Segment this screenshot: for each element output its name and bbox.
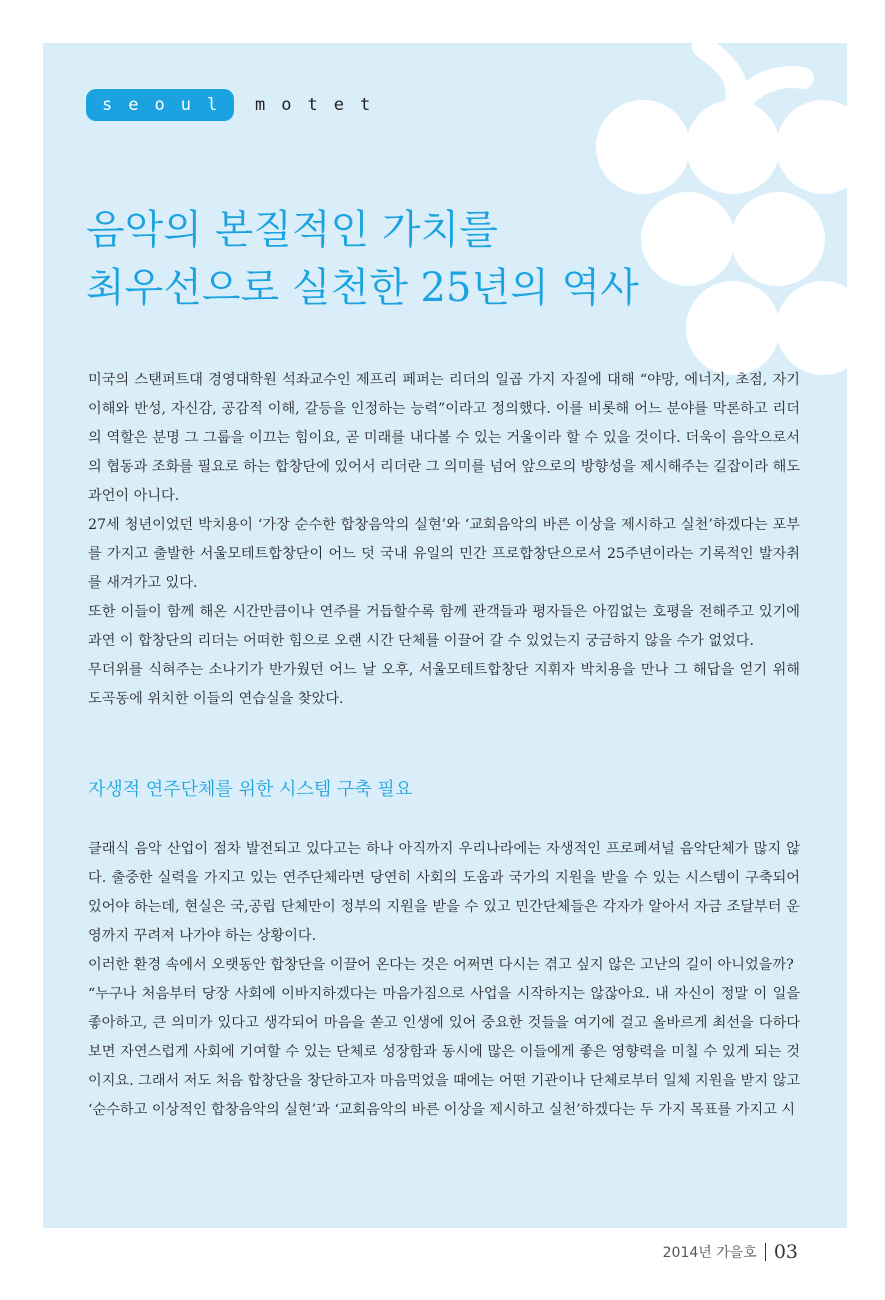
paragraph: “누구나 처음부터 당장 사회에 이바지하겠다는 마음가짐으로 사업을 시작하지는 않잖아요. 내 자신이 정말 이 일을 좋아하고, 큰 의미가 있다고 생각되어 마음을 쏟고 인생에 있어 중요한 것들을 여기에 걸고 올바르게 최선을 다하다 보면 자연스럽게 사회에 기여할 수 있는 단체로 성장함과 동시에 많은 이들에게 좋은 영향력을 미칠 수 있게 되는 것이지요. 그래서 저도 처음 합창단을 창단하고자 마음먹었을 때에는 어떤 기관이나 단체로부터 일체 지원을 받지 않고 ‘순수하고 이상적인 합창음악의 실현’과 ‘교회음악의 바른 이상을 제시하고 실천’하겠다는 두 가지 목표를 가지고 시 — [88, 986, 800, 1118]
page-footer — [663, 1238, 798, 1266]
section-tag-secondary: motet — [255, 95, 387, 115]
intro-text — [88, 366, 800, 714]
body-text — [88, 835, 800, 1125]
paragraph: 또한 이들이 함께 해온 시간만큼이나 연주를 거듭할수록 함께 관객들과 평자들은 아낌없는 호평을 전해주고 있기에 과연 이 합창단의 리더는 어떠한 힘으로 오랜 시간 단체를 이끌어 갈 수 있었는지 궁금하지 않을 수가 없었다. — [88, 604, 800, 649]
section-subheading: 자생적 연주단체를 위한 시스템 구축 필요 — [88, 779, 413, 800]
paragraph: 이러한 환경 속에서 오랫동안 합창단을 이끌어 온다는 것은 어쩌면 다시는 겪고 싶지 않은 고난의 길이 아니었을까? — [88, 957, 794, 973]
grape-circle — [776, 100, 847, 194]
paragraph: 클래식 음악 산업이 점차 발전되고 있다고는 하나 아직까지 우리나라에는 자생적인 프로페셔널 음악단체가 많지 않다. 출중한 실력을 가지고 있는 연주단체라면 당연히 사회의 도움과 국가의 지원을 받을 수 있는 시스템이 구축되어 있어야 하는데, 현실은 국,공립 단체만이 정부의 지원을 받을 수 있고 민간단체들은 각자가 알아서 자금 조달부터 운영까지 꾸려져 나가야 하는 상황이다. — [88, 841, 800, 944]
article-title — [86, 201, 706, 317]
article-title-line-1: 음악의 본질적인 가치를 — [86, 207, 498, 253]
page-number: 03 — [773, 1241, 798, 1263]
article-title-line-2: 최우선으로 실천한 25년의 역사 — [86, 265, 639, 311]
grape-circle — [776, 281, 847, 375]
grape-circle — [686, 100, 780, 194]
paragraph: 27세 청년이었던 박치용이 ‘가장 순수한 합창음악의 실현’와 ‘교회음악의 바른 이상을 제시하고 실천’하겠다는 포부를 가지고 출발한 서울모테트합창단이 어느 덧 국내 유일의 민간 프로합창단으로서 25주년이라는 기록적인 발자취를 새겨가고 있다. — [88, 517, 800, 591]
footer-divider — [765, 1243, 766, 1261]
section-tag: seoul — [86, 89, 234, 121]
grape-circle — [596, 100, 690, 194]
content-panel — [43, 43, 847, 1228]
grape-circle — [731, 192, 825, 286]
issue-label: 2014년 가을호 — [662, 1245, 757, 1261]
paragraph: 미국의 스탠퍼트대 경영대학원 석좌교수인 제프리 페퍼는 리더의 일곱 가지 자질에 대해 “야망, 에너지, 초점, 자기 이해와 반성, 자신감, 공감적 이해, 갈등을 인정하는 능력”이라고 정의했다. 이를 비롯해 어느 분야를 막론하고 리더의 역할은 분명 그 그룹을 이끄는 힘이요, 곧 미래를 내다볼 수 있는 거울이라 할 수 있을 것이다. 더욱이 음악으로서의 협동과 조화를 필요로 하는 합창단에 있어서 리더란 그 의미를 넘어 앞으로의 방향성을 제시해주는 길잡이라 해도 과언이 아니다. — [88, 372, 800, 504]
paragraph: 무더위를 식혀주는 소나기가 반가웠던 어느 날 오후, 서울모테트합창단 지휘자 박치용을 만나 그 해답을 얻기 위해 도곡동에 위치한 이들의 연습실을 찾았다. — [88, 662, 800, 707]
